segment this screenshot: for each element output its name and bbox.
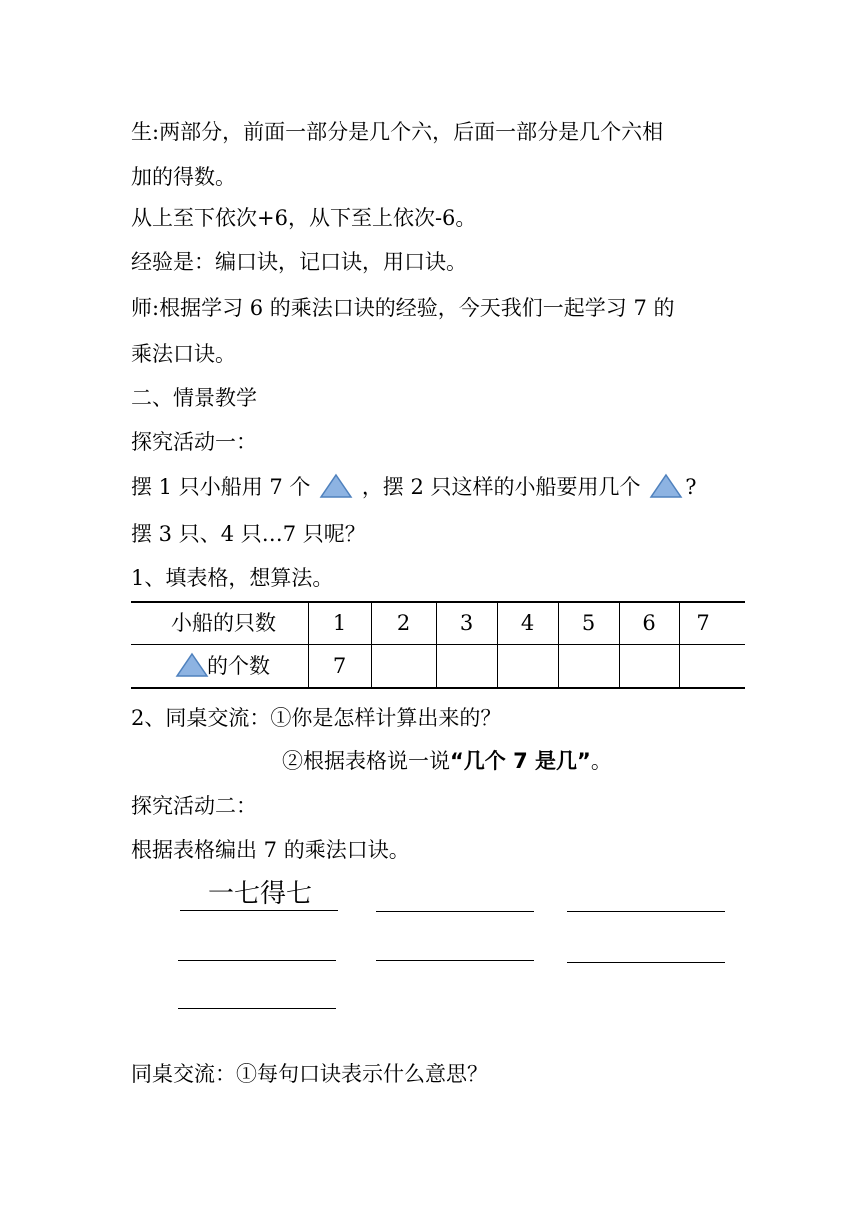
task-1-heading: 1、填表格，想算法。 bbox=[131, 566, 334, 590]
text-line-16: 同桌交流：①每句口诀表示什么意思？ bbox=[131, 1062, 488, 1086]
text-line-4: 经验是：编口诀，记口诀，用口诀。 bbox=[131, 250, 467, 274]
question-part-2: ，摆 2 只这样的小船要用几个 bbox=[361, 475, 641, 499]
koujue-blank[interactable] bbox=[376, 911, 534, 912]
activity-one-heading: 探究活动一： bbox=[131, 430, 257, 454]
task-2b-part-3: 。 bbox=[590, 749, 612, 773]
koujue-blank[interactable] bbox=[567, 911, 725, 912]
row1-cell: 3 bbox=[459, 611, 474, 635]
koujue-blank[interactable] bbox=[180, 910, 338, 911]
text-line-3: 从上至下依次+6，从下至上依次-6。 bbox=[131, 206, 477, 230]
activity-two-heading: 探究活动二： bbox=[131, 794, 257, 818]
triangle-icon bbox=[649, 473, 683, 506]
triangle-icon bbox=[319, 473, 353, 506]
task-2-line-b bbox=[282, 747, 612, 775]
row2-label-text: 的个数 bbox=[207, 654, 270, 678]
text-line-5: 师:根据学习 6 的乘法口诀的经验，今天我们一起学习 7 的 bbox=[131, 296, 675, 320]
row1-cell: 5 bbox=[581, 611, 596, 635]
row2-cell: 7 bbox=[332, 654, 347, 678]
question-line bbox=[131, 473, 696, 506]
row1-cell: 4 bbox=[520, 611, 535, 635]
triangle-icon bbox=[175, 652, 209, 685]
koujue-blank[interactable] bbox=[178, 960, 336, 961]
text-line-2: 加的得数。 bbox=[131, 165, 236, 189]
task-2b-emphasis: “几个 7 是几” bbox=[450, 749, 591, 773]
koujue-blank[interactable] bbox=[567, 962, 725, 963]
row1-cell: 2 bbox=[396, 611, 411, 635]
text-line-15: 根据表格编出 7 的乘法口诀。 bbox=[131, 838, 410, 862]
row1-cell: 1 bbox=[332, 611, 347, 635]
row1-label: 小船的只数 bbox=[171, 611, 276, 635]
boat-table bbox=[131, 601, 745, 689]
task-2-line: 2、同桌交流：①你是怎样计算出来的？ bbox=[131, 706, 502, 730]
text-line-6: 乘法口诀。 bbox=[131, 342, 236, 366]
row2-label bbox=[175, 652, 270, 685]
question-mark: ? bbox=[685, 475, 697, 499]
row1-cell: 7 bbox=[696, 611, 710, 635]
question-part-1: 摆 1 只小船用 7 个 bbox=[131, 475, 311, 499]
text-line-1: 生:两部分，前面一部分是几个六，后面一部分是几个六相 bbox=[131, 120, 664, 144]
koujue-blank[interactable] bbox=[178, 1008, 336, 1009]
row1-cell: 6 bbox=[642, 611, 656, 635]
section-heading: 二、情景教学 bbox=[131, 386, 257, 410]
koujue-first: 一七得七 bbox=[208, 879, 313, 909]
text-line-10: 摆 3 只、4 只…7 只呢？ bbox=[131, 522, 366, 546]
task-2b-part-1: ②根据表格说一说 bbox=[282, 749, 450, 773]
koujue-blank[interactable] bbox=[376, 960, 534, 961]
